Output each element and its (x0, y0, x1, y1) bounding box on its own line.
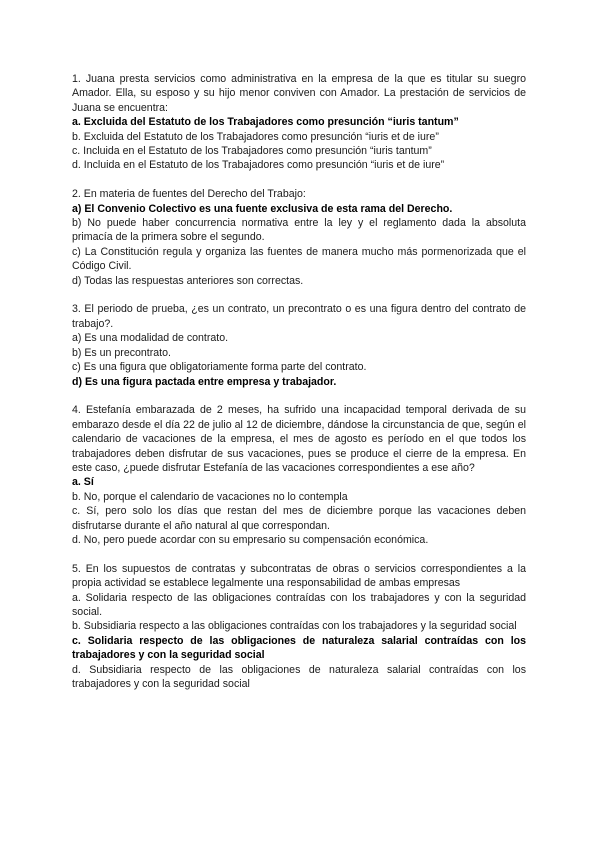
question-stem: 5. En los supuestos de contratas y subcontratas de obras o servicios correspondientes a la propia actividad se establece legalmente una responsabilidad de ambas empresas (72, 562, 526, 590)
document-page (72, 72, 526, 706)
question-1 (72, 72, 526, 173)
question-stem: 2. En materia de fuentes del Derecho del Trabajo: (72, 188, 306, 201)
option: b. Excluida del Estatuto de los Trabajadores como presunción “iuris et de iure” (72, 130, 439, 143)
question-3 (72, 302, 526, 388)
question-2 (72, 187, 526, 288)
question-5 (72, 562, 526, 692)
option: a. Solidaria respecto de las obligaciones contraídas con los trabajadores y con la seguridad social. (72, 591, 526, 618)
option: c) La Constitución regula y organiza las fuentes de manera mucho más pormenorizada que el Código Civil. (72, 245, 526, 273)
option: b. Subsidiaria respecto a las obligaciones contraídas con los trabajadores y la seguridad social (72, 620, 517, 633)
option: d) Todas las respuestas anteriores son correctas. (72, 274, 304, 287)
option-correct: c. Solidaria respecto de las obligaciones de naturaleza salarial contraídas con los trabajadores y con la seguridad social (72, 634, 526, 662)
option-correct: a. Excluida del Estatuto de los Trabajadores como presunción “iuris tantum” (72, 116, 459, 129)
question-stem: 4. Estefanía embarazada de 2 meses, ha sufrido una incapacidad temporal derivada de su embarazo desde el día 22 de julio al 12 de diciembre, dándose la circunstancia de que, según el calendario de vacaciones de la empresa, el mes de agosto es período en el que todos los trabajadores deben disfrutar de sus vacaciones, pues se produce el cierre de la empresa. En este caso, ¿puede disfrutar Estefanía de las vacaciones correspondientes a ese año? (72, 404, 526, 474)
option: c. Sí, pero solo los días que restan del mes de diciembre porque las vacaciones deben disfrutarse durante el año natural al que correspondan. (72, 505, 526, 532)
option: d. No, pero puede acordar con su empresario su compensación económica. (72, 533, 429, 546)
option: c) Es una figura que obligatoriamente forma parte del contrato. (72, 361, 367, 374)
option-correct: a) El Convenio Colectivo es una fuente exclusiva de esta rama del Derecho. (72, 202, 453, 215)
option-correct: d) Es una figura pactada entre empresa y trabajador. (72, 375, 337, 388)
option: d. Incluida en el Estatuto de los Trabajadores como presunción “iuris et de iure” (72, 159, 445, 172)
option: b. No, porque el calendario de vacaciones no lo contempla (72, 490, 348, 503)
question-stem: 3. El periodo de prueba, ¿es un contrato, un precontrato o es una figura dentro del contrato de trabajo?. (72, 303, 526, 330)
option: b) Es un precontrato. (72, 346, 171, 359)
option: b) No puede haber concurrencia normativa entre la ley y el reglamento dada la absoluta primacía de la primera sobre el segundo. (72, 217, 526, 244)
option-correct: a. Sí (72, 476, 94, 489)
question-4 (72, 403, 526, 547)
option: a) Es una modalidad de contrato. (72, 332, 229, 345)
option: d. Subsidiaria respecto de las obligaciones de naturaleza salarial contraídas con los trabajadores y con la seguridad social (72, 663, 526, 690)
option: c. Incluida en el Estatuto de los Trabajadores como presunción “iuris tantum” (72, 145, 432, 158)
question-stem: 1. Juana presta servicios como administrativa en la empresa de la que es titular su suegro Amador. Ella, su esposo y su hijo menor conviven con Amador. La prestación de servicios de Juana se encuentra: (72, 73, 526, 114)
